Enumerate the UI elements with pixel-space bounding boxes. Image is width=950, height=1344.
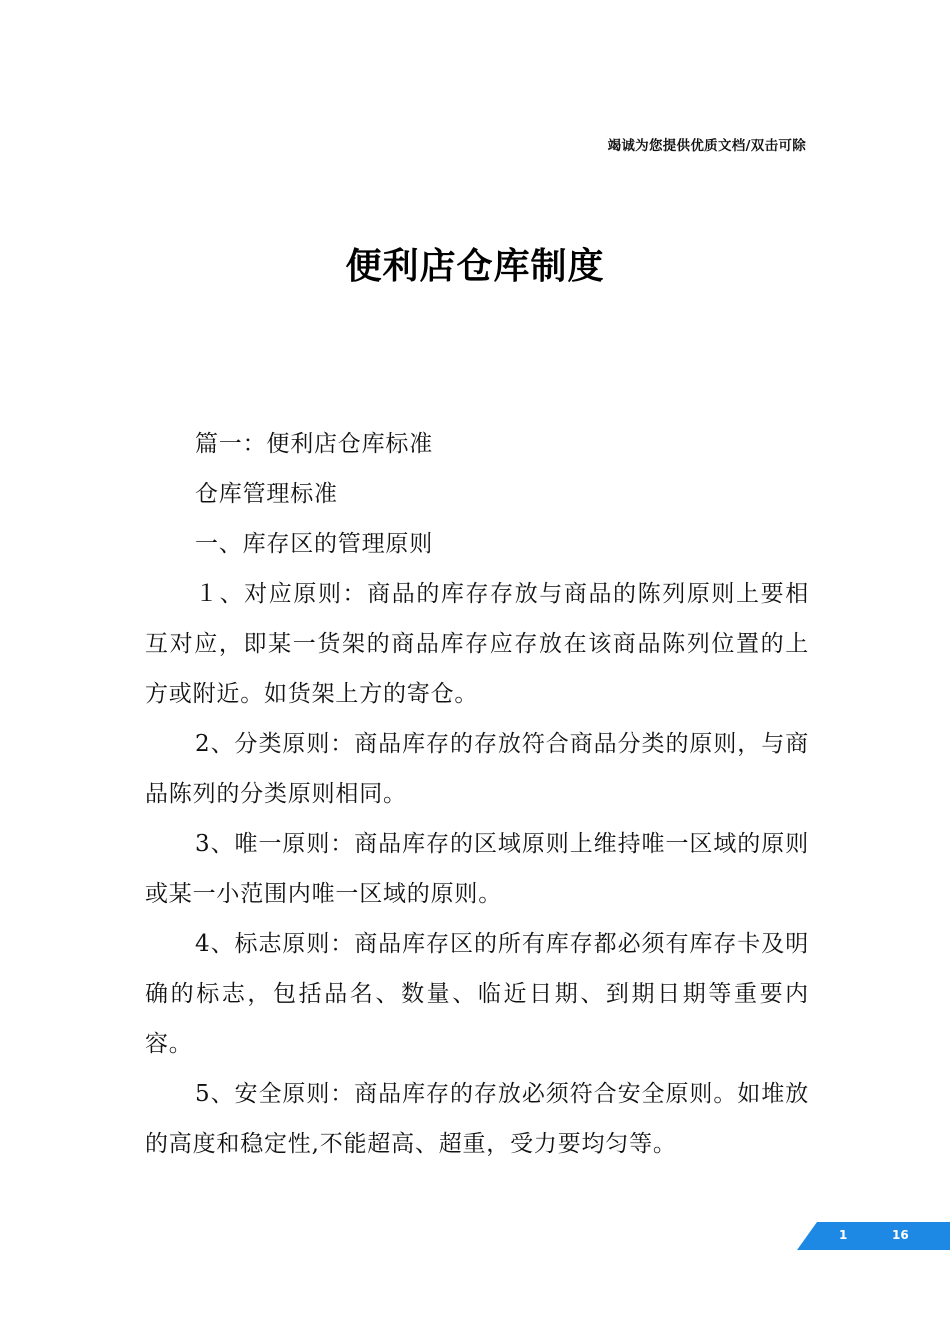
current-page-number: 1 (839, 1228, 848, 1242)
header-note: 竭诚为您提供优质文档/双击可除 (607, 138, 806, 154)
paragraph: 篇一：便利店仓库标准 (195, 431, 433, 457)
paragraph: 仓库管理标准 (195, 481, 338, 507)
paragraph: 3、唯一原则：商品库存的区域原则上维持唯一区域的原则或某一小范围内唯一区域的原则。 (145, 831, 809, 907)
paragraph: １、对应原则：商品的库存存放与商品的陈列原则上要相互对应，即某一货架的商品库存应存放在该商品陈列位置的上方或附近。如货架上方的寄仓。 (145, 581, 809, 707)
total-pages-number: 16 (892, 1228, 909, 1242)
document-body (145, 419, 809, 1169)
paragraph: 2、分类原则：商品库存的存放符合商品分类的原则，与商品陈列的分类原则相同。 (145, 731, 809, 807)
paragraph: 5、安全原则：商品库存的存放必须符合安全原则。如堆放的高度和稳定性,不能超高、超重，受力要均匀等。 (145, 1081, 809, 1157)
document-title: 便利店仓库制度 (345, 246, 605, 287)
page-number-band (797, 1222, 950, 1250)
page-band-shape (797, 1222, 950, 1250)
paragraph: 一、库存区的管理原则 (195, 531, 433, 557)
paragraph: 4、标志原则：商品库存区的所有库存都必须有库存卡及明确的标志，包括品名、数量、临近日期、到期日期等重要内容。 (145, 931, 809, 1057)
